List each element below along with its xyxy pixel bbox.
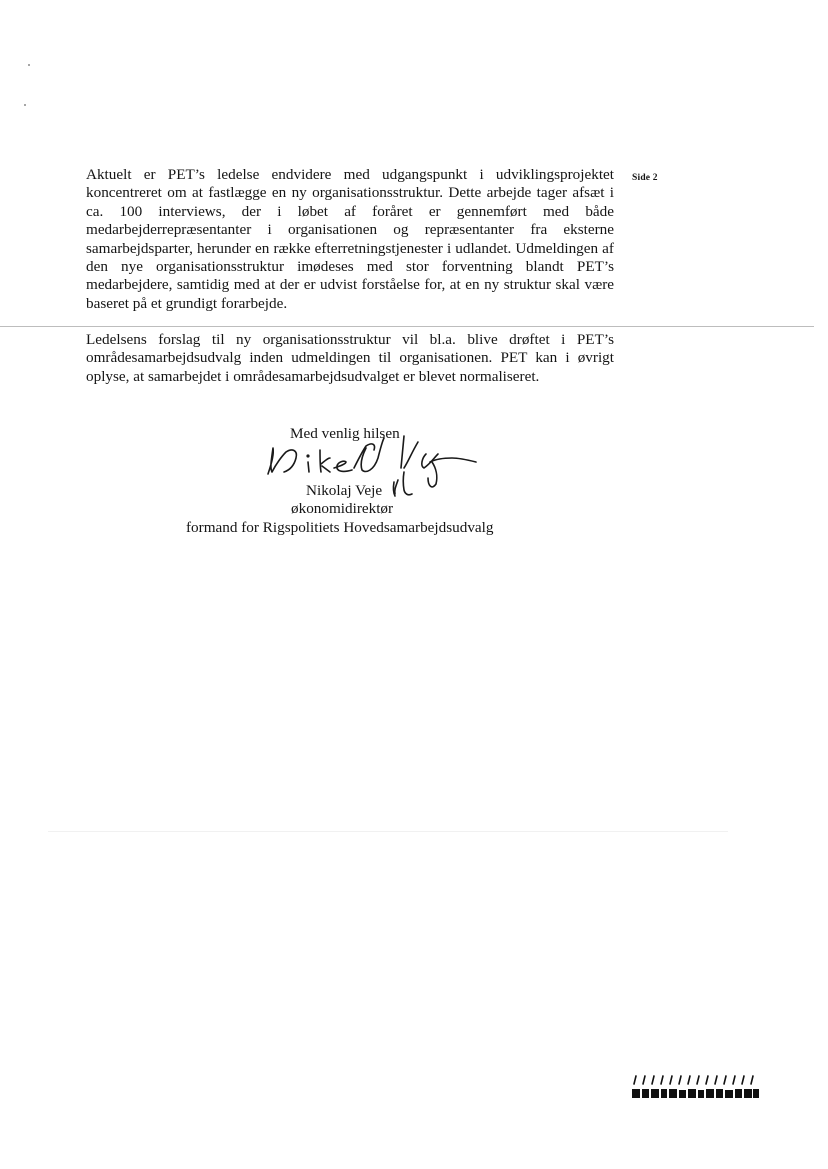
faint-scan-line	[48, 831, 728, 832]
scan-divider-line	[0, 326, 814, 327]
document-barcode	[630, 1072, 760, 1102]
closing-greeting: Med venlig hilsen	[290, 425, 400, 442]
body-paragraph-2: Ledelsens forslag til ny organisationsstruktur vil bl.a. blive drøftet i PET’s områdesamarbejdsudvalg inden udmeldingen til organisationen. PET kan i øvrigt oplyse, at samarbejdet i områdesamarbejdsudvalget er blevet normaliseret.	[86, 331, 614, 385]
signatory-role: formand for Rigspolitiets Hovedsamarbejdsudvalg	[186, 519, 494, 536]
scan-speck	[28, 64, 30, 66]
signatory-title: økonomidirektør	[291, 500, 394, 517]
body-paragraph-1: Aktuelt er PET’s ledelse endvidere med udgangspunkt i udviklingsprojektet koncentreret om at fastlægge en ny organisationsstruktur. Dette arbejde tager afsæt i ca. 100 interviews, der i løbet af foråret er gennemført med både medarbejderrepræsentanter i organisationen og repræsentanter fra eksterne samarbejdsparter, herunder en række efterretningstjenester i udlandet. Udmeldingen af den nye organisationsstruktur imødeses med stor forventning blandt PET’s medarbejdere, samtidig med at der er udvist forståelse for, at en ny struktur skal være baseret på et grundigt forarbejde.	[86, 166, 614, 312]
scan-speck	[24, 104, 26, 106]
page-number-label: Side 2	[632, 173, 658, 183]
signatory-name: Nikolaj Veje	[306, 482, 383, 499]
